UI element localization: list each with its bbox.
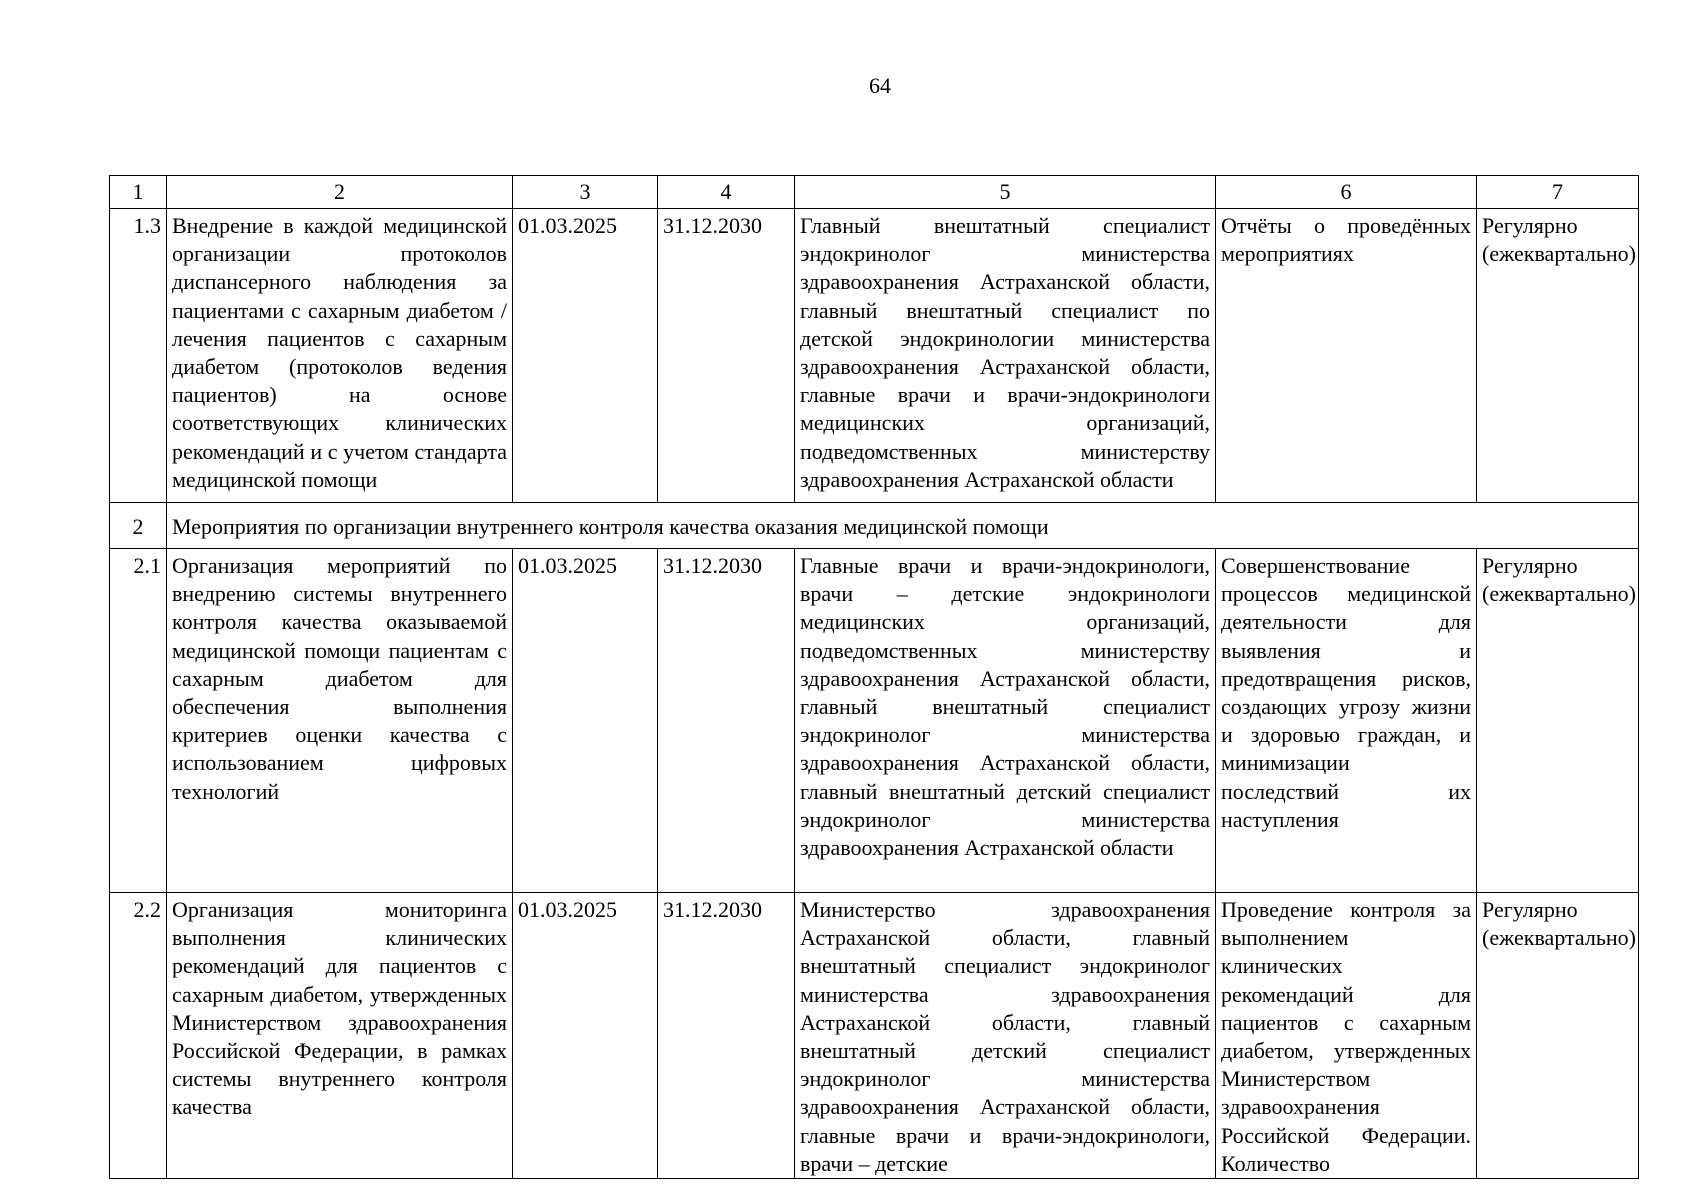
column-header: 3 (513, 176, 658, 209)
start-date: 01.03.2025 (513, 893, 658, 1179)
table-row (110, 549, 1639, 893)
row-number: 2.2 (110, 893, 167, 1179)
expected-result: Отчёты о проведённых мероприятиях (1216, 209, 1477, 503)
column-header: 5 (795, 176, 1216, 209)
responsible-persons: Министерство здравоохранения Астраханской области, главный внештатный специалист эндокринолог министерства здравоохранения Астраханской области, главный внештатный детский специалист эндокринолог министерства здравоохранения Астраханской области, главные врачи и врачи-эндокринологи, врачи – детские (795, 893, 1216, 1179)
event-description: Организация мероприятий по внедрению системы внутреннего контроля качества оказываемой медицинской помощи пациентам с сахарным диабетом для обеспечения выполнения критериев оценки качества с использованием цифровых технологий (167, 549, 513, 893)
end-date: 31.12.2030 (658, 549, 795, 893)
event-description: Организация мониторинга выполнения клинических рекомендаций для пациентов с сахарным диабетом, утвержденных Министерством здравоохранения Российской Федерации, в рамках системы внутреннего контроля качества (167, 893, 513, 1179)
section-number: 2 (110, 503, 167, 549)
frequency: Регулярно (ежеквартально) (1477, 549, 1639, 893)
responsible-persons: Главные врачи и врачи-эндокринологи, врачи – детские эндокринологи медицинских организаций, подведомственных министерству здравоохранения Астраханской области, главный внештатный специалист эндокринолог министерства здравоохранения Астраханской области, главный внештатный детский специалист эндокринолог министерства здравоохранения Астраханской области (795, 549, 1216, 893)
section-row (110, 503, 1639, 549)
start-date: 01.03.2025 (513, 209, 658, 503)
table-row (110, 893, 1639, 1179)
expected-result: Совершенствование процессов медицинской деятельности для выявления и предотвращения рисков, создающих угрозу жизни и здоровью граждан, и минимизации последствий их наступления (1216, 549, 1477, 893)
start-date: 01.03.2025 (513, 549, 658, 893)
column-header: 6 (1216, 176, 1477, 209)
row-number: 1.3 (110, 209, 167, 503)
responsible-persons: Главный внештатный специалист эндокринолог министерства здравоохранения Астраханской области, главный внештатный специалист по детской эндокринологии министерства здравоохранения Астраханской области, главные врачи и врачи-эндокринологи медицинских организаций, подведомственных министерству здравоохранения Астраханской области (795, 209, 1216, 503)
end-date: 31.12.2030 (658, 893, 795, 1179)
frequency: Регулярно (ежеквартально) (1477, 893, 1639, 1179)
column-header: 1 (110, 176, 167, 209)
page-number: 64 (869, 73, 891, 98)
column-header: 7 (1477, 176, 1639, 209)
frequency: Регулярно (ежеквартально) (1477, 209, 1639, 503)
table-row (110, 209, 1639, 503)
table-header-row (110, 176, 1639, 209)
end-date: 31.12.2030 (658, 209, 795, 503)
column-header: 4 (658, 176, 795, 209)
expected-result: Проведение контроля за выполнением клинических рекомендаций для пациентов с сахарным диабетом, утвержденных Министерством здравоохранения Российской Федерации. Количество (1216, 893, 1477, 1179)
event-description: Внедрение в каждой медицинской организации протоколов диспансерного наблюдения за пациентами с сахарным диабетом / лечения пациентов с сахарным диабетом (протоколов ведения пациентов) на основе соответствующих клинических рекомендаций и с учетом стандарта медицинской помощи (167, 209, 513, 503)
row-number: 2.1 (110, 549, 167, 893)
column-header: 2 (167, 176, 513, 209)
action-plan-table (109, 175, 1639, 1179)
section-title: Мероприятия по организации внутреннего контроля качества оказания медицинской помощи (167, 503, 1639, 549)
